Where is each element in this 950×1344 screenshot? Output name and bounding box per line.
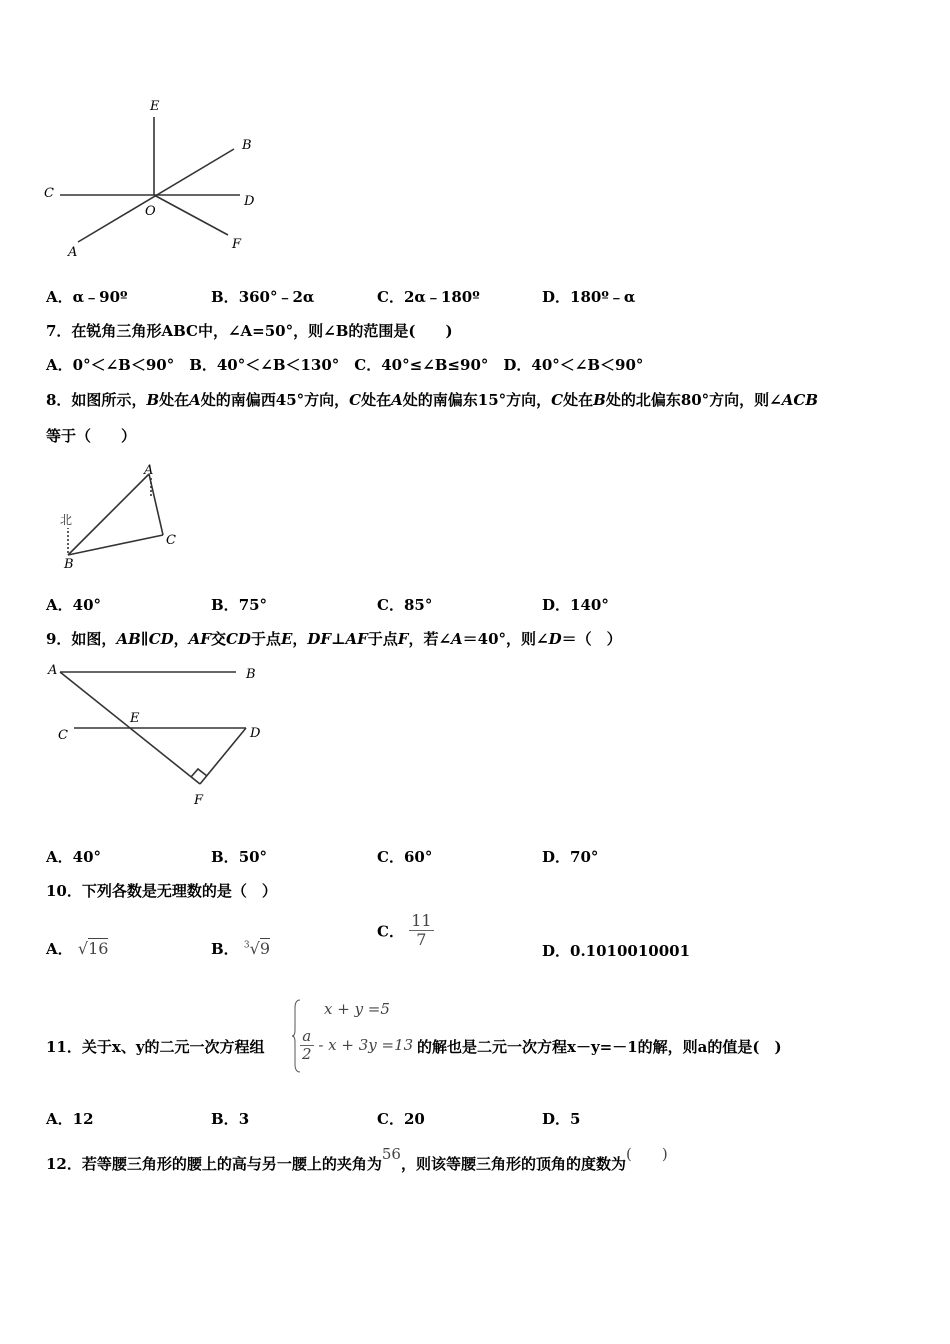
q9-option-c[interactable]: C．60° bbox=[377, 848, 433, 866]
q11-option-c[interactable]: C．20 bbox=[377, 1110, 425, 1128]
label-B: B bbox=[64, 557, 74, 572]
angle-56: 56 bbox=[381, 1145, 401, 1163]
label-F: F bbox=[232, 237, 242, 252]
label-C: C bbox=[58, 728, 68, 743]
q8-option-c[interactable]: C．85° bbox=[377, 596, 433, 614]
answer-paren: ( ) bbox=[626, 1145, 668, 1163]
label-A: A bbox=[144, 463, 154, 478]
q6-option-c[interactable]: C．2α﹣180º bbox=[377, 288, 480, 306]
q6-option-b[interactable]: B．360°﹣2α bbox=[211, 288, 315, 306]
q8-stem: 8．如图所示，B处在A处的南偏西45°方向，C处在A处的南偏东15°方向，C处在B处的北偏东80°方向，则∠ACB bbox=[46, 391, 819, 409]
segment-BA bbox=[68, 474, 149, 555]
q8-stem-line2: 等于（ ） bbox=[46, 427, 137, 445]
q7-stem: 7．在锐角三角形ABC中，∠A=50°，则∠B的范围是( ) bbox=[46, 322, 453, 340]
q8-option-b[interactable]: B．75° bbox=[211, 596, 268, 614]
label-E: E bbox=[150, 99, 160, 114]
label-O: O bbox=[145, 204, 156, 219]
q6-option-a[interactable]: A．α﹣90º bbox=[46, 288, 128, 306]
label-B: B bbox=[242, 138, 252, 153]
q6-figure bbox=[40, 92, 280, 262]
q10-option-c[interactable]: C． $\frac{11}{7}$ bbox=[377, 911, 432, 950]
label-north: 北 bbox=[60, 513, 73, 527]
q9-option-d[interactable]: D．70° bbox=[542, 848, 599, 866]
right-angle-mark bbox=[191, 769, 207, 777]
q10-option-a[interactable]: A． √16 bbox=[46, 939, 109, 958]
q8-figure bbox=[50, 458, 210, 578]
label-C: C bbox=[166, 533, 176, 548]
q9-option-a[interactable]: A．40° bbox=[46, 848, 102, 866]
label-D: D bbox=[244, 194, 255, 209]
label-B: B bbox=[246, 667, 256, 682]
cbrt-9: $^3$√9 bbox=[243, 939, 271, 958]
label-C: C bbox=[44, 186, 54, 201]
segment-BC bbox=[68, 535, 163, 555]
q9-stem: 9．如图，AB∥CD，AF交CD于点E，DF⊥AF于点F，若∠A＝40°，则∠D＝（ ） bbox=[46, 630, 622, 648]
label-A: A bbox=[48, 663, 58, 678]
label-E: E bbox=[130, 711, 140, 726]
q8-option-a[interactable]: A．40° bbox=[46, 596, 102, 614]
q12-stem: 12．若等腰三角形的腰上的高与另一腰上的夹角为56，则该等腰三角形的顶角的度数为( ) bbox=[46, 1145, 668, 1173]
sqrt-16: √16 bbox=[77, 939, 109, 958]
fraction-a-over-2: $\frac{a}{2}$ bbox=[302, 1027, 312, 1064]
q10-option-b[interactable]: B． $^3$√9 bbox=[211, 939, 271, 958]
q10-stem: 10．下列各数是无理数的是（ ） bbox=[46, 882, 277, 900]
equation-2: $\frac{a}{2}$ - x + 3y =13 bbox=[302, 1027, 414, 1064]
q11-option-d[interactable]: D．5 bbox=[542, 1110, 581, 1128]
q11-option-a[interactable]: A．12 bbox=[46, 1110, 94, 1128]
q7-options[interactable]: A．0°＜∠B＜90° B．40°＜∠B＜130° C．40°≤∠B≤90° D．40°＜∠B＜90° bbox=[46, 356, 644, 374]
equation-1: x + y =5 bbox=[324, 1000, 390, 1018]
label-A: A bbox=[68, 245, 78, 260]
fraction-11-7: $\frac{11}{7}$ bbox=[411, 911, 432, 950]
label-D: D bbox=[250, 726, 261, 741]
q6-option-d[interactable]: D．180º﹣α bbox=[542, 288, 636, 306]
q9-option-b[interactable]: B．50° bbox=[211, 848, 268, 866]
q9-figure bbox=[40, 656, 280, 816]
q11-stem-before: 11．关于x、y的二元一次方程组 bbox=[46, 1038, 265, 1056]
q11-stem-after: 的解也是二元一次方程x－y=－1的解，则a的值是( ) bbox=[417, 1038, 782, 1056]
q8-option-d[interactable]: D．140° bbox=[542, 596, 609, 614]
q11-option-b[interactable]: B．3 bbox=[211, 1110, 250, 1128]
label-F: F bbox=[194, 793, 204, 808]
q10-option-d[interactable]: D．0.1010010001 bbox=[542, 942, 691, 960]
ray-OF bbox=[154, 195, 228, 235]
